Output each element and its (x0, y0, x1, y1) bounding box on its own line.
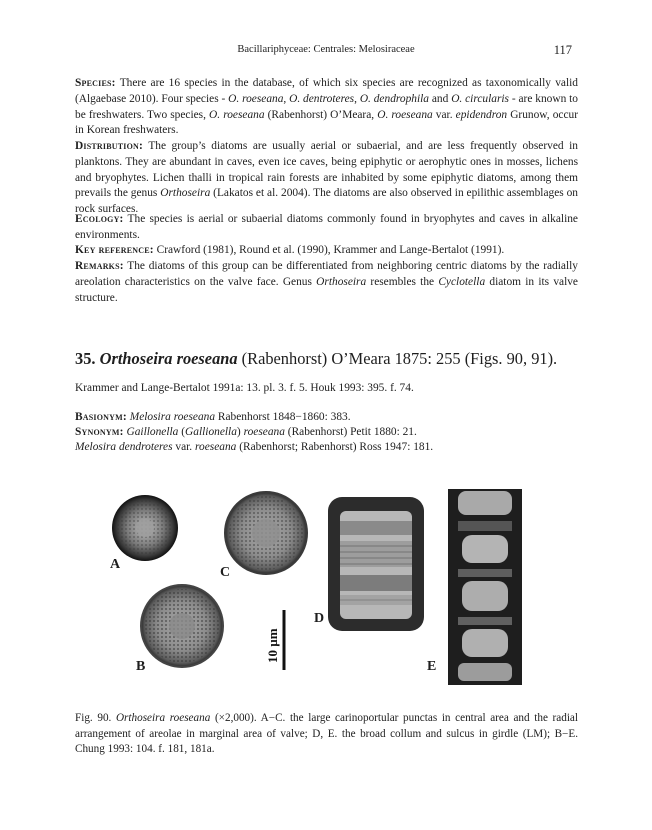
scale-bar-label: 10 µm (265, 628, 280, 663)
panel-b-valve (141, 585, 223, 667)
synonym-line: Synonym: Gaillonella (Gallionella) roeseana (Rabenhorst) Petit 1880: 21. (75, 426, 417, 438)
remarks-paragraph: Remarks: The diatoms of this group can be differentiated from neighboring centric diatoms by the radially areolation characteristics on the valve face. Genus Orthoseira resembles the Cyclotella diatom in its valve structure. (75, 260, 578, 304)
key-reference-paragraph: Key reference: Crawford (1981), Round et al. (1990), Krammer and Lange-Bertalot (1991). (75, 244, 505, 256)
page-number: 117 (553, 43, 572, 57)
remarks-label: Remarks: (75, 260, 124, 272)
entry-number: 35. (75, 349, 96, 368)
literature-references: Krammer and Lange-Bertalot 1991a: 13. pl. 3. f. 5. Houk 1993: 395. f. 74. (75, 382, 414, 394)
distribution-paragraph: Distribution: The group’s diatoms are usually aerial or subaerial, and are less frequently observed in planktons. They are abundant in caves, even ice caves, being epiphytic or aerophytic ones in mosses, lichens and bryophytes. Lichen thalli in tropical rain forests are inhabited by some epiphytic diatoms, among them prevails the genus Orthoseira (Lakatos et al. 2004). The diatoms are also observed in epilithic assemblages on rock surfaces. (75, 140, 579, 215)
panel-label-c: C (220, 565, 231, 580)
species-paragraph: Species: There are 16 species in the database, of which six species are recognized as taxonomically valid (Algaebase 2010). Four species - O. roeseana, O. dentroteres, O. dendrophila and O. circularis - are known to be freshwaters. Two species, O. roeseana (Rabenhorst) O’Meara, O. roeseana var. epidendron Grunow, occur in Korean freshwaters. (75, 77, 579, 137)
panel-label-e: E (427, 659, 437, 674)
distribution-label: Distribution: (75, 140, 143, 152)
figure-caption: Fig. 90. Orthoseira roeseana (×2,000). A−C. the large carinoportular punctas in central area and the radial arrangement of areolae in marginal area of valve; D, E. the broad collum and sulcus in girdle (LM); B−E. Chung 1993: 104. f. 181, 181a. (75, 712, 579, 756)
running-title: Bacillariphyceae: Centrales: Melosiraceae (237, 44, 415, 55)
entry-species-name: Orthoseira roeseana (99, 349, 238, 368)
species-label: Species: (75, 77, 116, 89)
micrograph-panels (100, 483, 570, 688)
panel-e-filament (448, 489, 522, 685)
basionym-line: Basionym: Melosira roeseana Rabenhorst 1848−1860: 383. (75, 411, 351, 423)
figure-plate (100, 483, 570, 688)
key-reference-label: Key reference: (75, 244, 154, 256)
panel-a-valve (112, 495, 178, 561)
ecology-label: Ecology: (75, 213, 124, 225)
ecology-paragraph: Ecology: The species is aerial or subaerial diatoms commonly found in bryophytes and caves in alkaline environments. (75, 213, 578, 241)
entry-authority: (Rabenhorst) O’Meara 1875: 255 (Figs. 90, 91). (237, 349, 558, 368)
running-header (0, 44, 652, 60)
synonym-line-2: Melosira dendroteres var. roeseana (Rabenhorst; Rabenhorst) Ross 1947: 181. (75, 441, 434, 453)
species-entry-title (75, 349, 557, 369)
panel-d-girdle-view (328, 497, 424, 631)
panel-label-a: A (110, 557, 121, 572)
panel-c-valve (225, 492, 307, 574)
panel-label-d: D (314, 611, 325, 626)
panel-label-b: B (136, 659, 146, 674)
